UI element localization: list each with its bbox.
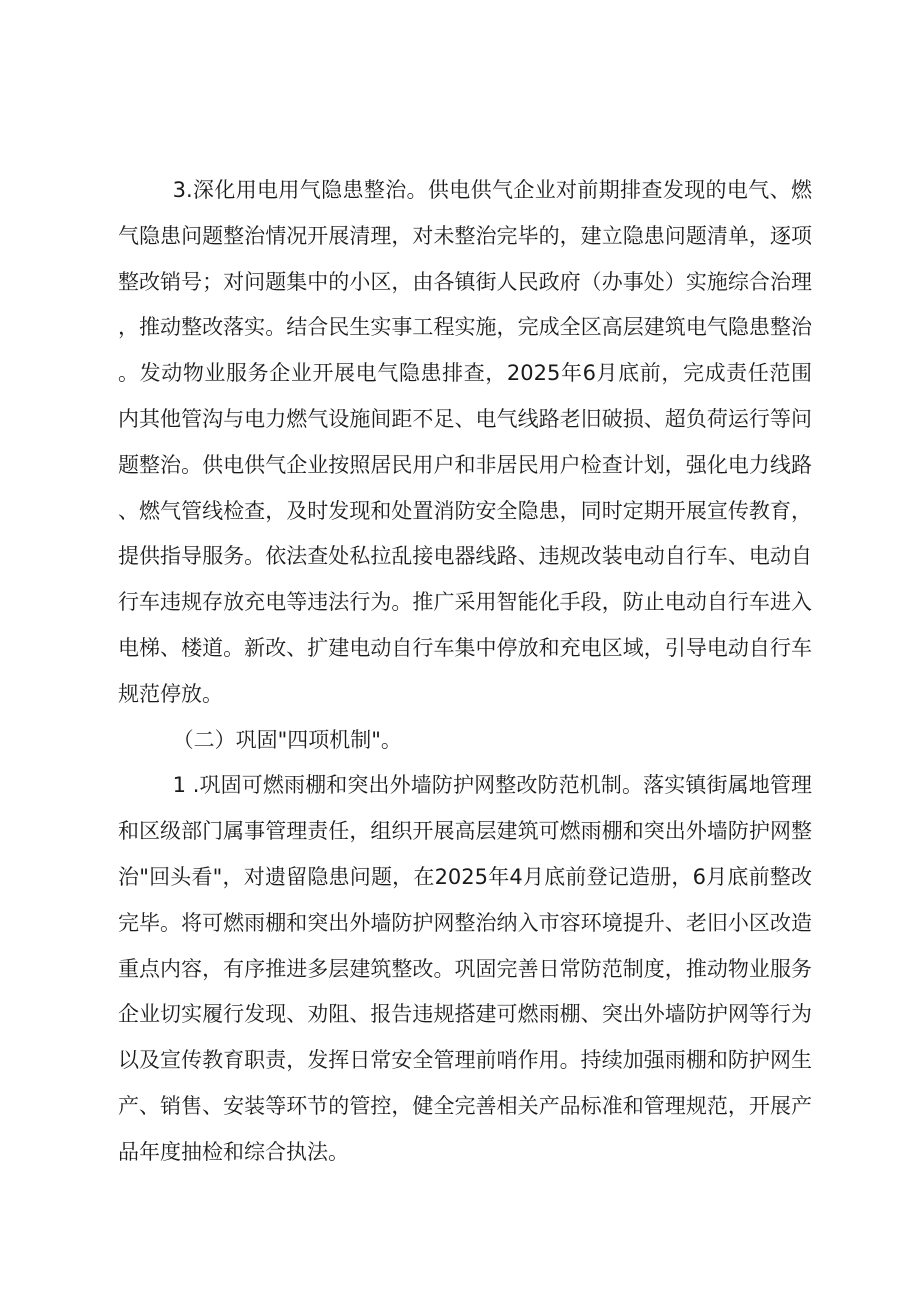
document-body	[118, 168, 812, 1176]
paragraph-electric-gas-hazards: 3.深化用电用气隐患整治。供电供气企业对前期排查发现的电气、燃气隐患问题整治情况开展清理，对未整治完毕的，建立隐患问题清单，逐项整改销号；对问题集中的小区，由各镇街人民政府（办事处）实施综合治理，推动整改落实。结合民生实事工程实施，完成全区高层建筑电气隐患整治。发动物业服务企业开展电气隐患排查，2025年6月底前，完成责任范围内其他管沟与电力燃气设施间距不足、电气线路老旧破损、超负荷运行等问题整治。供电供气企业按照居民用户和非居民用户检查计划，强化电力线路、燃气管线检查，及时发现和处置消防安全隐患，同时定期开展宣传教育，提供指导服务。依法查处私拉乱接电器线路、违规改装电动自行车、电动自行车违规存放充电等违法行为。推广采用智能化手段，防止电动自行车进入电梯、楼道。新改、扩建电动自行车集中停放和充电区域，引导电动自行车规范停放。	[118, 178, 812, 706]
section-heading-four-mechanisms: （二）巩固"四项机制"。	[172, 727, 402, 752]
paragraph-canopy-netting-mechanism: 1 .巩固可燃雨棚和突出外墙防护网整改防范机制。落实镇街属地管理和区级部门属事管理责任，组织开展高层建筑可燃雨棚和突出外墙防护网整治"回头看"，对遗留隐患问题，在2025年4月底前登记造册，6月底前整改完毕。将可燃雨棚和突出外墙防护网整治纳入市容环境提升、老旧小区改造重点内容，有序推进多层建筑整改。巩固完善日常防范制度，推动物业服务企业切实履行发现、劝阻、报告违规搭建可燃雨棚、突出外墙防护网等行为以及宣传教育职责，发挥日常安全管理前哨作用。持续加强雨棚和防护网生产、销售、安装等环节的管控，健全完善相关产品标准和管理规范，开展产品年度抽检和综合执法。	[118, 773, 812, 1164]
